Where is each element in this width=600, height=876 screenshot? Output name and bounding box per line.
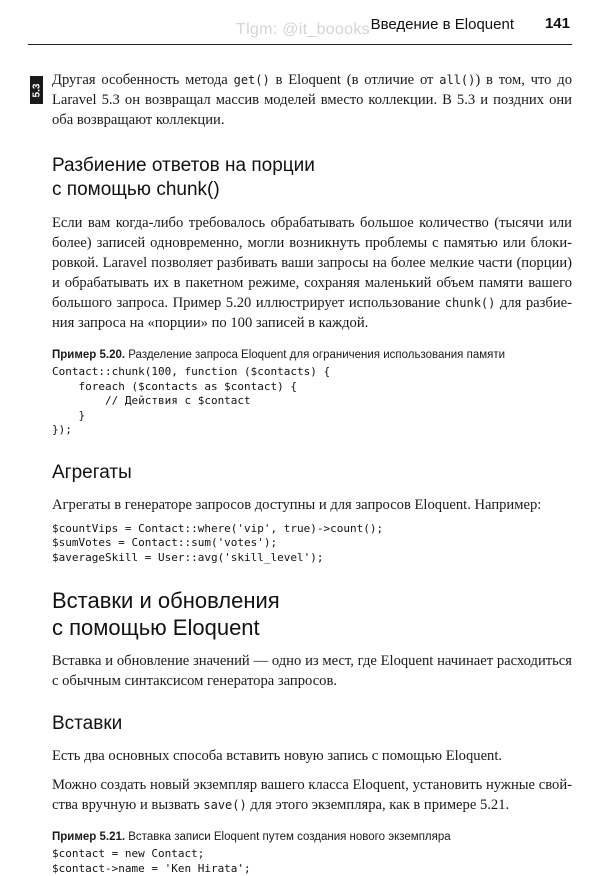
running-head: Введение в Eloquent: [371, 16, 514, 33]
inserts-paragraph-1: Есть два основных способа вставить новую запись с помощью Eloquent.: [52, 746, 572, 766]
page-content: [52, 70, 572, 876]
inline-code: chunk(): [445, 296, 496, 310]
code-line: $contact->name = 'Ken Hirata';: [52, 862, 572, 876]
header-divider: [28, 44, 572, 45]
aggregates-paragraph: Агрегаты в генераторе запросов доступны и для запросов Eloquent. Например:: [52, 495, 572, 515]
version-badge: 5.3: [30, 76, 43, 104]
page-number: 141: [545, 15, 570, 32]
code-line: }: [52, 409, 572, 424]
code-line: });: [52, 423, 572, 438]
inline-code: get(): [234, 73, 270, 87]
code-line: $countVips = Contact::where('vip', true)->count();: [52, 522, 572, 537]
intro-paragraph: Другая особенность метода get() в Eloquent (в отличие от all()) в том, что до Laravel 5.3 он возвращал массив моделей вместо коллекции. В 5.3 и поздних они оба возвращают коллекции.: [52, 70, 572, 130]
inserts-heading: Вставки: [52, 712, 572, 736]
code-line: Contact::chunk(100, function ($contacts) {: [52, 365, 572, 380]
inline-code: save(): [203, 798, 246, 812]
inserts-updates-heading: Вставки и обновления с помощью Eloquent: [52, 587, 572, 641]
aggregates-code: [52, 522, 572, 566]
inserts-paragraph-2: Можно создать новый экземпляр вашего класса Eloquent, установить нужные свой-ства вручную и вызвать save() для этого экземпляра, как в примере 5.21.: [52, 775, 572, 815]
code-line: $contact = new Contact;: [52, 847, 572, 862]
chunk-paragraph: Если вам когда-либо требовалось обрабатывать большое количество (тысячи или более) записей одновременно, могли возникнуть проблемы с памятью или блоки-ровкой. Laravel позволяет разбивать ваши запросы на более мелкие части (порции) и обрабатывать их в пакетном режиме, сохраняя маленький объем памяти вашего большого запроса. Пример 5.20 иллюстрирует использование chunk() для разбие-ния запроса на «порции» по 100 записей в каждой.: [52, 213, 572, 333]
example-5-20-code: [52, 365, 572, 438]
example-5-21-code: [52, 847, 572, 876]
example-5-20-caption: Пример 5.20. Разделение запроса Eloquent для ограничения использования памяти: [52, 349, 572, 361]
code-line: $averageSkill = User::avg('skill_level');: [52, 551, 572, 566]
aggregates-heading: Агрегаты: [52, 461, 572, 485]
code-line: // Действия с $contact: [52, 394, 572, 409]
inline-code: all(): [439, 73, 475, 87]
inserts-updates-paragraph: Вставка и обновление значений — одно из мест, где Eloquent начинает расходиться с обычным синтаксисом генератора запросов.: [52, 651, 572, 691]
example-5-21-caption: Пример 5.21. Вставка записи Eloquent путем создания нового экземпляра: [52, 831, 572, 843]
code-line: $sumVotes = Contact::sum('votes');: [52, 536, 572, 551]
watermark: Tlgm: @it_boooks: [236, 21, 370, 39]
code-line: foreach ($contacts as $contact) {: [52, 380, 572, 395]
chunk-heading: Разбиение ответов на порции с помощью chunk(): [52, 154, 572, 202]
